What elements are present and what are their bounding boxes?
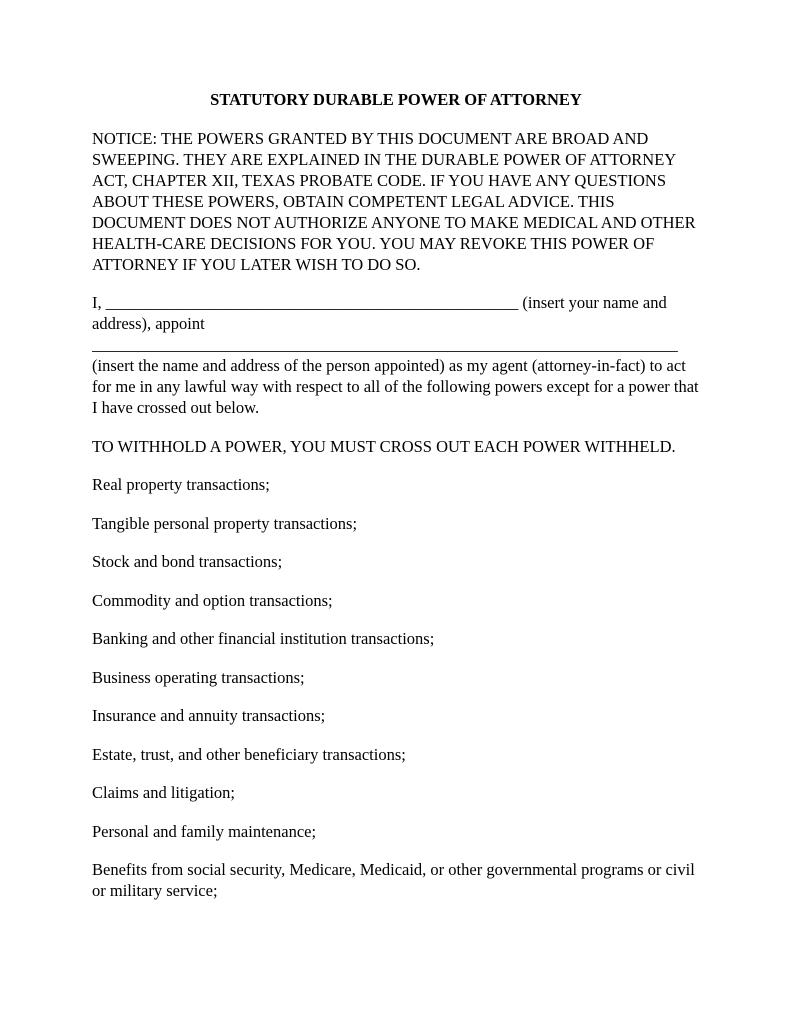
power-item-personal-family-maintenance: Personal and family maintenance;: [92, 821, 317, 841]
powers-list: [92, 474, 700, 901]
power-item-estate-trust-beneficiary: Estate, trust, and other beneficiary transactions;: [92, 744, 406, 764]
power-item-stock-and-bond: Stock and bond transactions;: [92, 552, 283, 571]
power-item-commodity-and-option: Commodity and option transactions;: [92, 590, 333, 610]
power-item-tangible-personal-property: Tangible personal property transactions;: [92, 513, 358, 533]
principal-clause-suffix: (insert your name and address), appoint: [92, 293, 667, 333]
withhold-instruction: TO WITHHOLD A POWER, YOU MUST CROSS OUT EACH POWER WITHHELD.: [92, 436, 676, 456]
power-item-real-property: Real property transactions;: [92, 475, 270, 494]
notice-paragraph: NOTICE: THE POWERS GRANTED BY THIS DOCUMENT ARE BROAD AND SWEEPING. THEY ARE EXPLAINED IN THE DURABLE POWER OF ATTORNEY ACT, CHAPTER XII, TEXAS PROBATE CODE. IF YOU HAVE ANY QUESTIONS ABOUT THESE POWERS, OBTAIN COMPETENT LEGAL ADVICE. THIS DOCUMENT DOES NOT AUTHORIZE ANYONE TO MAKE MEDICAL AND OTHER HEALTH-CARE DECISIONS FOR YOU. YOU MAY REVOKE THIS POWER OF ATTORNEY IF YOU LATER WISH TO DO SO.: [92, 128, 696, 274]
agent-clause: (insert the name and address of the person appointed) as my agent (attorney-in-fact) to act for me in any lawful way with respect to all of the following powers except for a power that I have crossed out below.: [92, 356, 699, 417]
power-item-insurance-and-annuity: Insurance and annuity transactions;: [92, 706, 326, 725]
agent-name-blank: _______________________________________________________________________: [92, 335, 678, 354]
document-content: [92, 89, 700, 901]
power-item-business-operating: Business operating transactions;: [92, 667, 305, 687]
principal-clause: [92, 292, 700, 334]
principal-clause-prefix: I,: [92, 293, 102, 312]
document-title: STATUTORY DURABLE POWER OF ATTORNEY: [210, 90, 582, 109]
power-item-banking: Banking and other financial institution transactions;: [92, 629, 435, 648]
principal-name-blank: __________________________________________________: [105, 293, 519, 312]
power-item-claims-and-litigation: Claims and litigation;: [92, 783, 235, 802]
power-item-government-benefits: Benefits from social security, Medicare, Medicaid, or other governmental programs or civil or military service;: [92, 860, 695, 900]
